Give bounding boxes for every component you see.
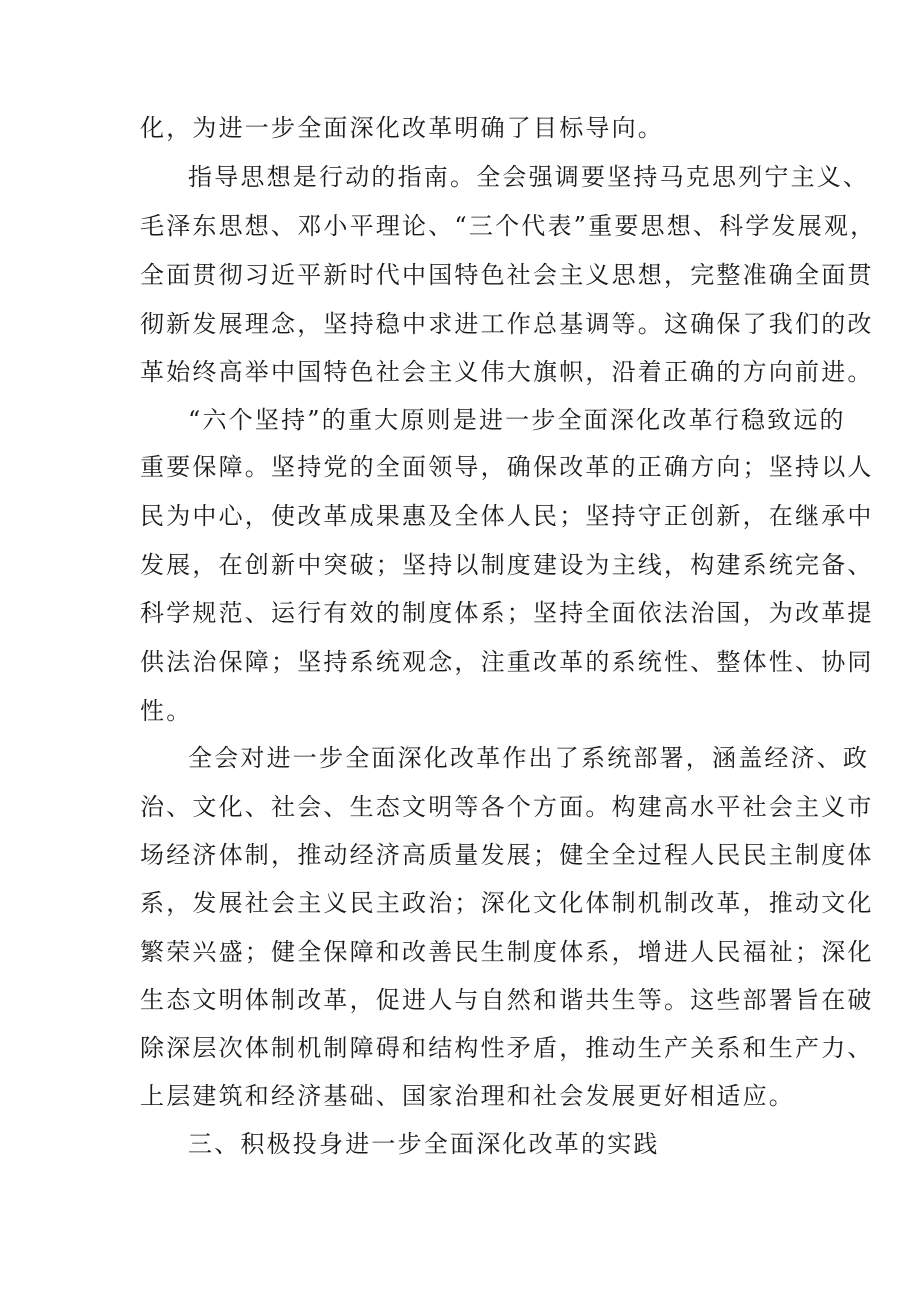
text-line: 毛泽东思想、邓小平理论、“三个代表”重要思想、科学发展观， bbox=[140, 212, 877, 240]
text-line: 化，为进一步全面深化改革明确了目标导向。 bbox=[140, 114, 664, 142]
text-line: 上层建筑和经济基础、国家治理和社会发展更好相适应。 bbox=[140, 1082, 795, 1110]
text-line: 除深层次体制机制障碍和结构性矛盾，推动生产关系和生产力、 bbox=[140, 1034, 874, 1062]
text-line: 供法治保障；坚持系统观念，注重改革的系统性、整体性、协同 bbox=[140, 648, 874, 676]
text-line: 全会对进一步全面深化改革作出了系统部署，涵盖经济、政 bbox=[188, 744, 870, 772]
text-line: 场经济体制，推动经济高质量发展；健全全过程人民民主制度体 bbox=[140, 841, 874, 869]
text-line: 治、文化、社会、生态文明等各个方面。构建高水平社会主义市 bbox=[140, 793, 874, 821]
text-line: 系，发展社会主义民主政治；深化文化体制机制改革，推动文化 bbox=[140, 889, 874, 917]
text-line: 科学规范、运行有效的制度体系；坚持全面依法治国，为改革提 bbox=[140, 599, 874, 627]
text-line: 繁荣兴盛；健全保障和改善民生制度体系，增进人民福祉；深化 bbox=[140, 938, 874, 966]
text-line: 民为中心，使改革成果惠及全体人民；坚持守正创新，在继承中 bbox=[140, 502, 874, 530]
text-line: 性。 bbox=[140, 697, 193, 725]
text-line: “六个坚持”的重大原则是进一步全面深化改革行稳致远的 bbox=[188, 406, 846, 434]
text-line: 生态文明体制改革，促进人与自然和谐共生等。这些部署旨在破 bbox=[140, 986, 874, 1014]
text-line: 指导思想是行动的指南。全会强调要坚持马克思列宁主义、 bbox=[188, 163, 870, 191]
text-line: 发展，在创新中突破；坚持以制度建设为主线，构建系统完备、 bbox=[140, 551, 874, 579]
text-line: 革始终高举中国特色社会主义伟大旗帜，沿着正确的方向前进。 bbox=[140, 358, 874, 386]
text-line: 彻新发展理念，坚持稳中求进工作总基调等。这确保了我们的改 bbox=[140, 310, 874, 338]
text-line: 重要保障。坚持党的全面领导，确保改革的正确方向；坚持以人 bbox=[140, 453, 874, 481]
text-line: 全面贯彻习近平新时代中国特色社会主义思想，完整准确全面贯 bbox=[140, 261, 874, 289]
section-heading: 三、积极投身进一步全面深化改革的实践 bbox=[188, 1130, 660, 1158]
